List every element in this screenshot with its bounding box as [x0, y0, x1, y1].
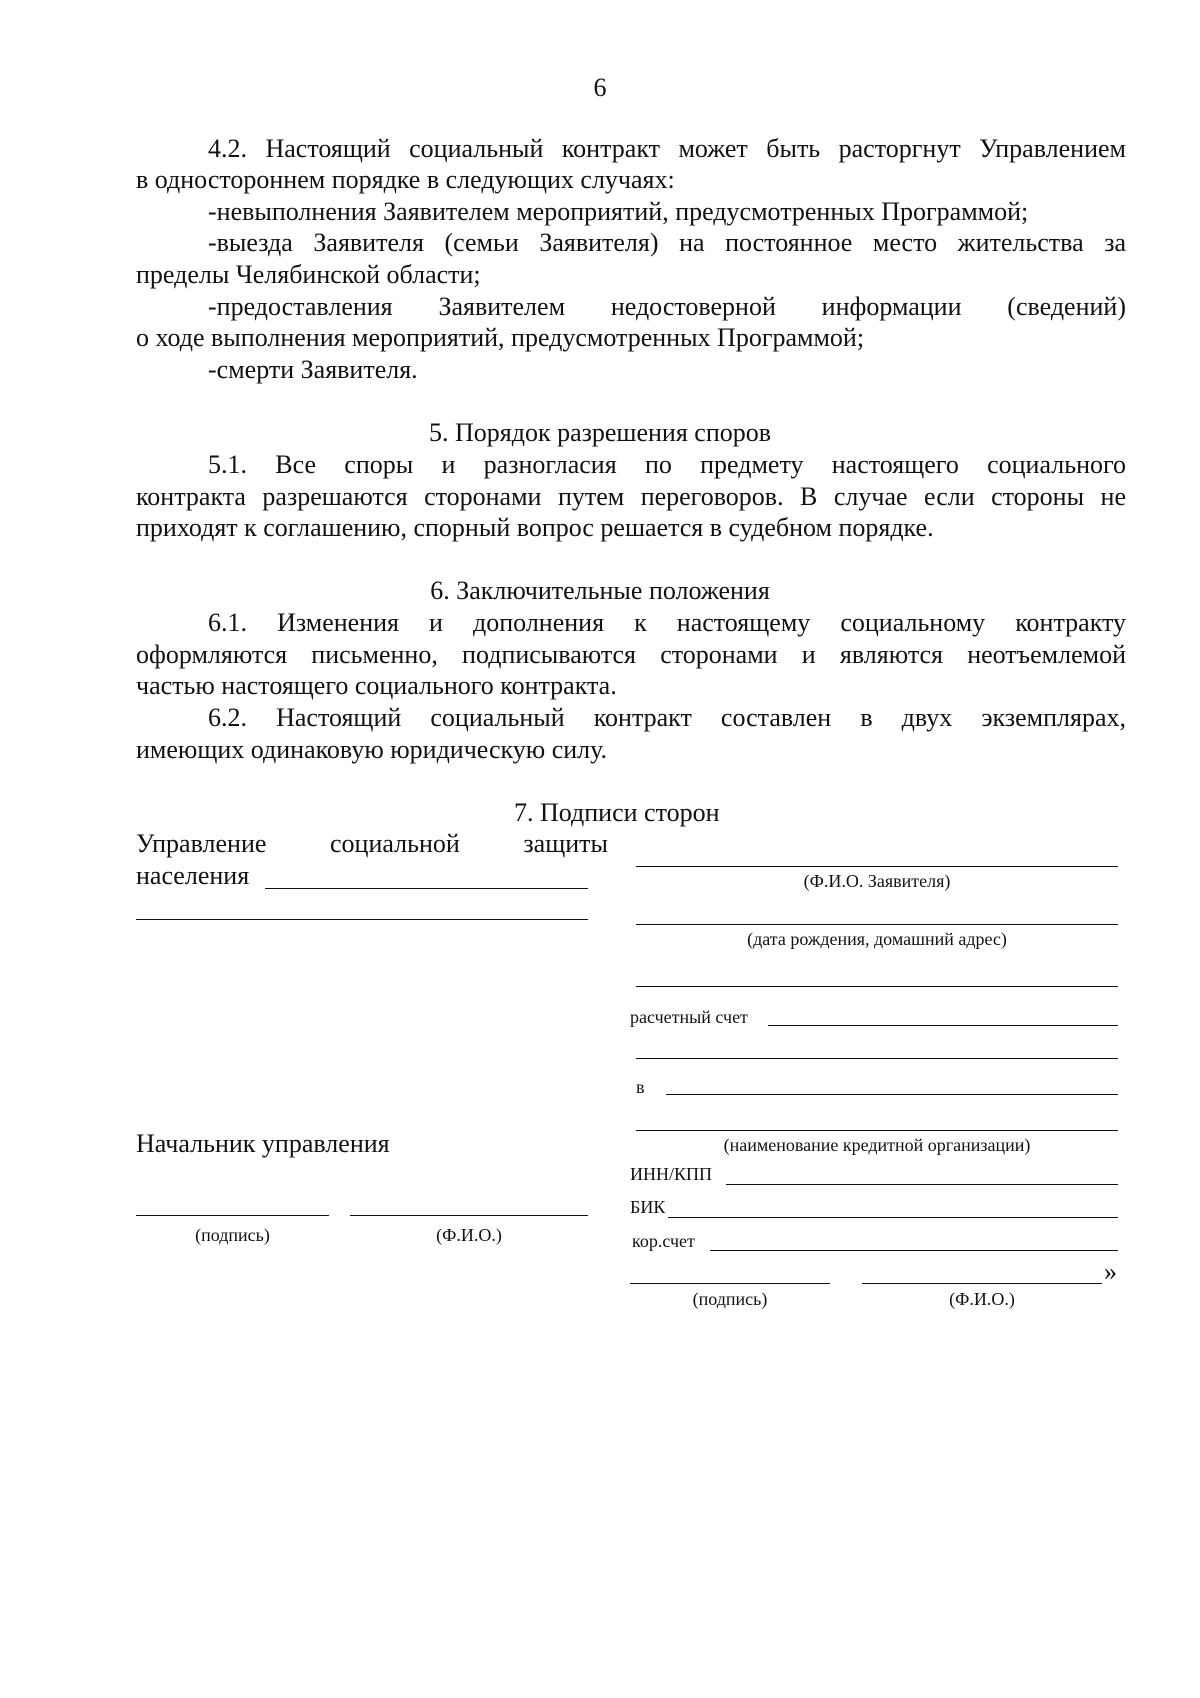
org-name-blank[interactable]: [265, 888, 588, 889]
org-name-line-2: населения: [136, 861, 250, 890]
birth-address-caption: (дата рождения, домашний адрес): [747, 929, 1007, 949]
paragraph-4-2-line-1: 4.2. Настоящий социальный контракт может быть расторгнут Управлением: [208, 134, 1126, 163]
bullet-3-line-1: -предоставления Заявителем недостоверной информации (сведений): [208, 292, 1126, 321]
bullet-4: -смерти Заявителя.: [208, 355, 418, 384]
applicant-signature-blank[interactable]: [630, 1283, 830, 1284]
applicant-fio-caption: (Ф.И.О.): [949, 1289, 1015, 1309]
quote-mark: »: [1104, 1257, 1117, 1286]
birth-address-blank[interactable]: [636, 924, 1118, 925]
paragraph-6-2-line-1: 6.2. Настоящий социальный контракт составлен в двух экземплярах,: [208, 703, 1126, 732]
birth-address-blank-2[interactable]: [636, 986, 1118, 987]
bullet-2-line-2: пределы Челябинской области;: [136, 260, 481, 289]
inn-blank[interactable]: [726, 1184, 1118, 1185]
bik-label: БИК: [630, 1197, 666, 1217]
applicant-fio-blank[interactable]: [862, 1283, 1102, 1284]
account-label: расчетный счет: [630, 1007, 748, 1027]
applicant-signature-caption: (подпись): [692, 1289, 768, 1309]
applicant-name-caption: (Ф.И.О. Заявителя): [803, 871, 951, 891]
head-name-caption: (Ф.И.О.): [436, 1225, 502, 1245]
kor-label: кор.счет: [632, 1231, 695, 1251]
account-blank[interactable]: [768, 1025, 1118, 1026]
bank-prefix: в: [636, 1077, 645, 1097]
account-blank-2[interactable]: [636, 1058, 1118, 1059]
bank-name-caption: (наименование кредитной организации): [723, 1135, 1031, 1155]
bullet-2-line-1: -выезда Заявителя (семьи Заявителя) на постоянное место жительства за: [208, 228, 1126, 257]
bik-blank[interactable]: [668, 1217, 1118, 1218]
bank-name-blank-2[interactable]: [636, 1130, 1118, 1131]
paragraph-6-1-line-1: 6.1. Изменения и дополнения к настоящему социальному контракту: [208, 608, 1126, 637]
section-6-heading: 6. Заключительные положения: [430, 576, 770, 605]
bullet-1: -невыполнения Заявителем мероприятий, предусмотренных Программой;: [208, 197, 1029, 226]
paragraph-6-1-line-2: оформляются письменно, подписываются сторонами и являются неотъемлемой: [136, 640, 1126, 669]
paragraph-5-1-line-2: контракта разрешаются сторонами путем переговоров. В случае если стороны не: [136, 482, 1126, 511]
head-name-blank[interactable]: [350, 1215, 588, 1216]
head-signature-blank[interactable]: [136, 1215, 329, 1216]
head-title: Начальник управления: [136, 1129, 390, 1158]
paragraph-4-2-line-2: в одностороннем порядке в следующих случаях:: [136, 165, 675, 194]
org-extra-blank[interactable]: [136, 919, 588, 920]
section-7-heading: 7. Подписи сторон: [514, 798, 720, 827]
paragraph-6-2-line-2: имеющих одинаковую юридическую силу.: [136, 735, 608, 764]
inn-label: ИНН/КПП: [630, 1164, 713, 1184]
page-number: 6: [593, 73, 607, 102]
paragraph-5-1-line-3: приходят к соглашению, спорный вопрос решается в судебном порядке.: [136, 513, 934, 542]
head-signature-caption: (подпись): [195, 1225, 270, 1245]
applicant-name-blank[interactable]: [636, 866, 1118, 867]
org-name-line-1: Управление социальной защиты: [136, 829, 608, 858]
paragraph-6-1-line-3: частью настоящего социального контракта.: [136, 671, 617, 700]
bullet-3-line-2: о ходе выполнения мероприятий, предусмотренных Программой;: [136, 323, 865, 352]
kor-blank[interactable]: [710, 1250, 1118, 1251]
paragraph-5-1-line-1: 5.1. Все споры и разногласия по предмету настоящего социального: [208, 450, 1126, 479]
bank-name-blank[interactable]: [666, 1094, 1118, 1095]
section-5-heading: 5. Порядок разрешения споров: [428, 418, 772, 447]
